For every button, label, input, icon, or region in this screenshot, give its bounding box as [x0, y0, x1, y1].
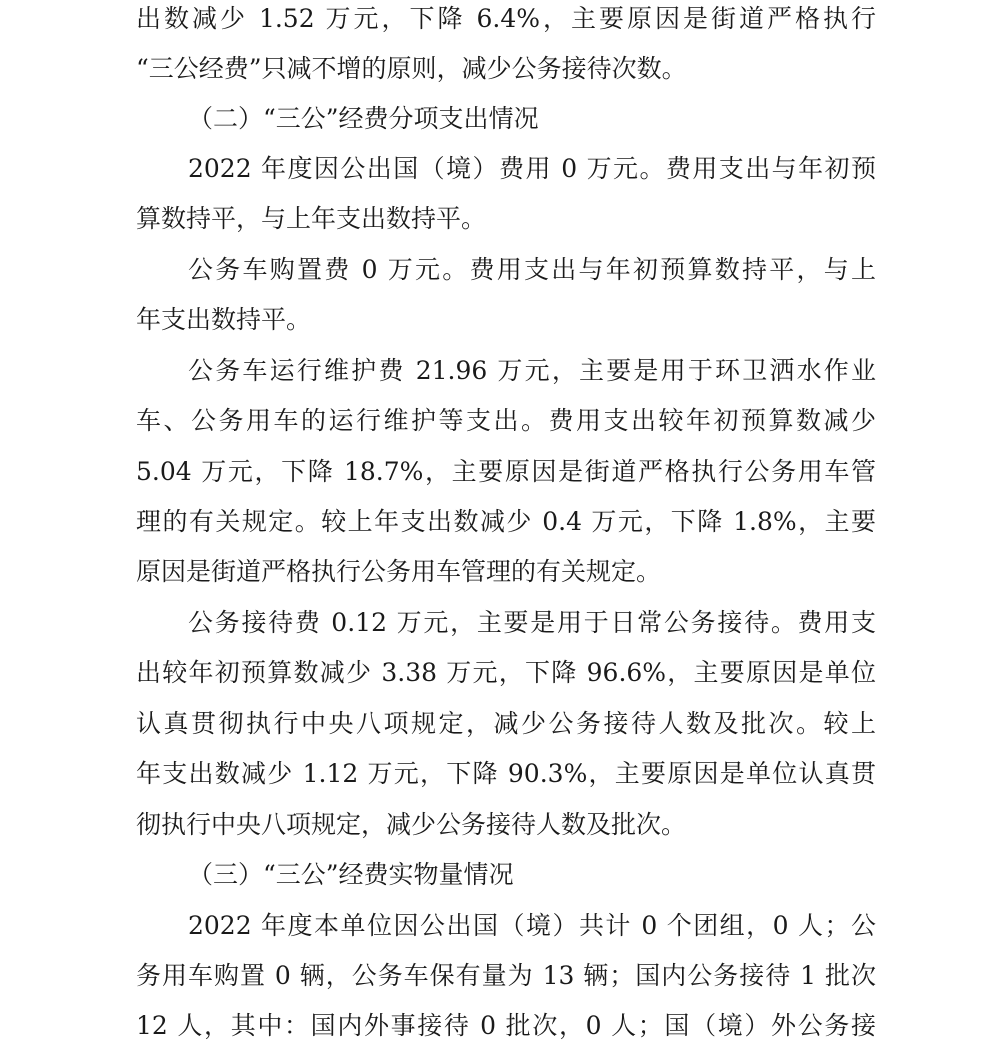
paragraph-first-line: 公务接待费 0.12 万元，主要是用于日常公务接待。费用支: [188, 608, 876, 637]
text-line: 算数持平，与上年支出数持平。: [136, 204, 487, 233]
text-line: 出数减少 1.52 万元，下降 6.4%，主要原因是街道严格执行: [136, 4, 876, 33]
text-line: 原因是街道严格执行公务用车管理的有关规定。: [136, 557, 662, 586]
text-line: 认真贯彻执行中央八项规定，减少公务接待人数及批次。较上: [136, 709, 876, 738]
section-heading: （三）“三公”经费实物量情况: [188, 860, 514, 889]
text-line: 12 人，其中：国内外事接待 0 批次，0 人；国（境）外公务接: [136, 1011, 876, 1040]
paragraph-first-line: 公务车运行维护费 21.96 万元，主要是用于环卫洒水作业: [188, 356, 876, 385]
paragraph-first-line: 公务车购置费 0 万元。费用支出与年初预算数持平，与上: [188, 255, 876, 284]
text-line: 出较年初预算数减少 3.38 万元，下降 96.6%，主要原因是单位: [136, 658, 876, 687]
text-line: 车、公务用车的运行维护等支出。费用支出较年初预算数减少: [136, 406, 876, 435]
paragraph-first-line: 2022 年度因公出国（境）费用 0 万元。费用支出与年初预: [188, 154, 876, 183]
text-line: 年支出数持平。: [136, 305, 312, 334]
text-line: “三公经费”只减不增的原则，减少公务接待次数。: [136, 54, 687, 83]
text-line: 年支出数减少 1.12 万元，下降 90.3%，主要原因是单位认真贯: [136, 759, 876, 788]
paragraph-first-line: 2022 年度本单位因公出国（境）共计 0 个团组，0 人；公: [188, 911, 876, 940]
section-heading: （二）“三公”经费分项支出情况: [188, 104, 539, 133]
text-line: 5.04 万元，下降 18.7%，主要原因是街道严格执行公务用车管: [136, 457, 876, 486]
text-line: 理的有关规定。较上年支出数减少 0.4 万元，下降 1.8%，主要: [136, 507, 876, 536]
text-line: 务用车购置 0 辆，公务车保有量为 13 辆；国内公务接待 1 批次: [136, 961, 876, 990]
text-line: 彻执行中央八项规定，减少公务接待人数及批次。: [136, 810, 687, 839]
